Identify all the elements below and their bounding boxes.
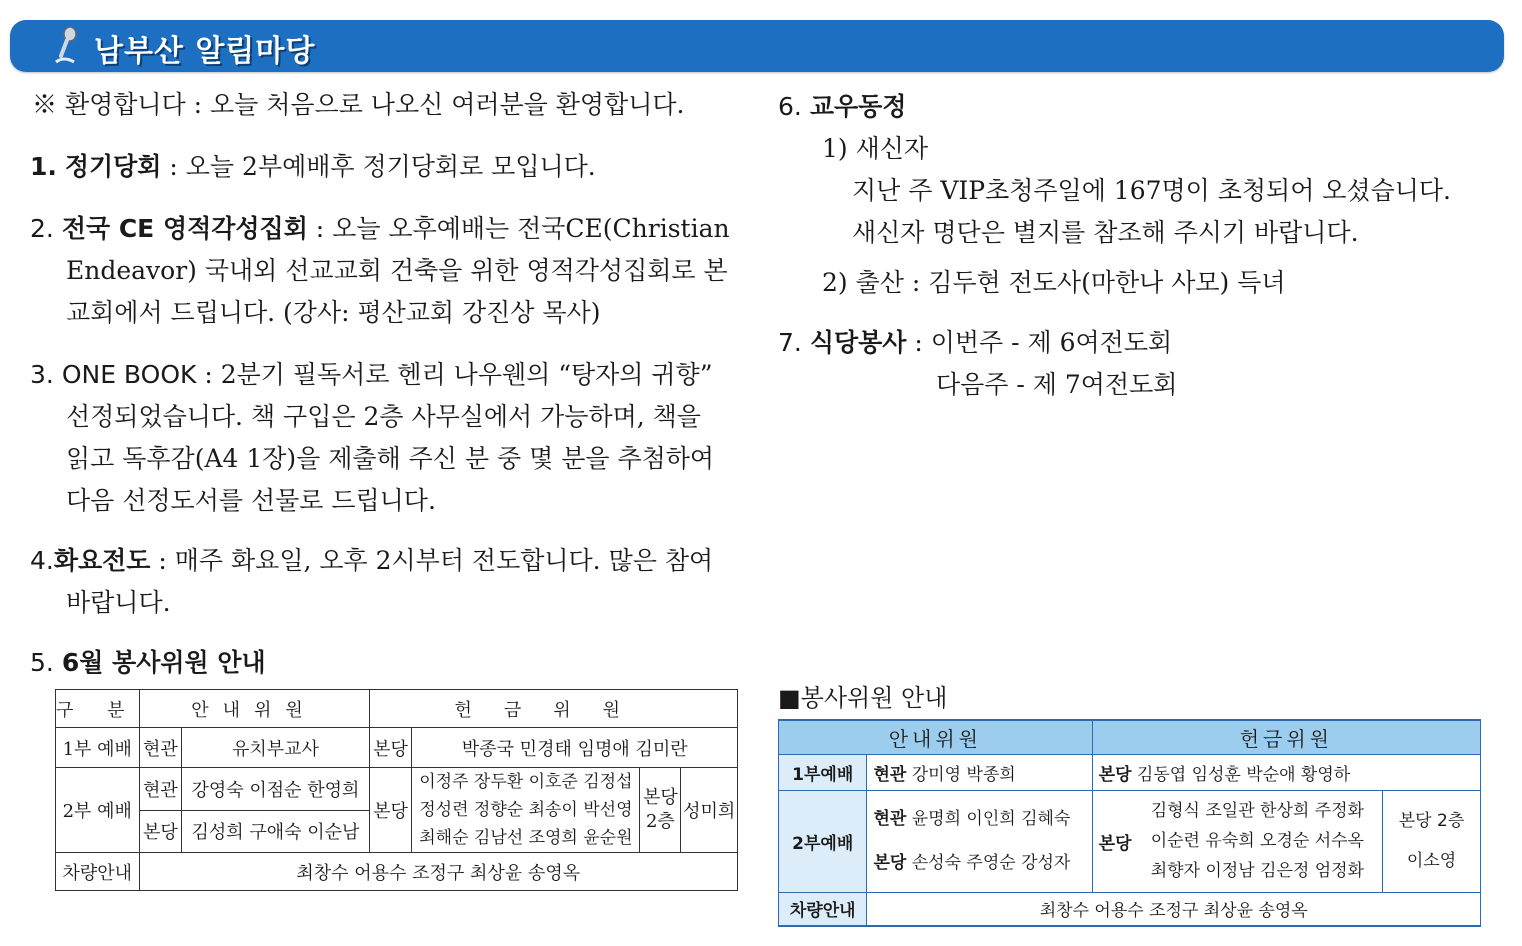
r-row2-label: 2부예배: [779, 790, 867, 892]
row2-label: 2부 예배: [56, 768, 140, 853]
row2-main: 본당: [139, 810, 182, 853]
item-7: 7. 식당봉사 : 이번주 - 제 6여전도회: [778, 328, 1173, 357]
row1-label: 1부 예배: [56, 728, 140, 768]
item-3-line3: 읽고 독후감(A4 1장)을 제출해 주신 분 중 몇 분을 추첨하여: [66, 444, 715, 473]
header-bar: [10, 20, 1504, 72]
row1-guide: 유치부교사: [182, 728, 369, 768]
row1-main: 본당: [369, 728, 412, 768]
r-row2-floor2: 본당 2층 이소영: [1383, 790, 1481, 892]
row2-off-main: 본당: [369, 768, 412, 853]
car-label: 차량안내: [56, 853, 140, 891]
item-1: 1. 정기당회 : 오늘 2부예배후 정기당회로 모입니다.: [30, 152, 596, 181]
r-header-guide: 안내위원: [779, 720, 1093, 754]
row2-offering: 이정주 장두환 이호준 김정섭 정성련 정향순 최송이 박선영 최해순 김남선 조영희 윤순원: [412, 768, 640, 853]
row2-hall-names: 강영숙 이점순 한영희: [182, 768, 369, 811]
r-row2-offering: 본당 김형식 조일관 한상희 주정화 이순련 유숙희 오경순 서수옥 최향자 이정남 김은정 엄정화: [1092, 790, 1382, 892]
microphone-icon: [50, 26, 84, 66]
r-car-names: 최창수 어용수 조정구 최상윤 송영옥: [867, 892, 1481, 926]
r-row1-offering: 본당 김동엽 임성훈 박순애 황영하: [1092, 754, 1480, 790]
r-row2-guide: 현관 윤명희 이인희 김혜숙 본당 손성숙 주영순 강성자: [867, 790, 1092, 892]
right-table-title: ■봉사위원 안내: [778, 684, 948, 712]
item-5: 5. 6월 봉사위원 안내: [30, 648, 266, 677]
item-6-sub1-line2: 새신자 명단은 별지를 참조해 주시기 바랍니다.: [852, 218, 1359, 247]
row2-floor2: 본당 2층: [640, 768, 681, 853]
item-4-line2: 바랍니다.: [66, 588, 171, 617]
header-category: 구 분: [56, 690, 140, 728]
item-3: 3. ONE BOOK : 2분기 필독서로 헨리 나우웬의 “탕자의 귀향”: [30, 360, 713, 389]
item-2-line2: Endeavor) 국내외 선교교회 건축을 위한 영적각성집회로 본: [66, 256, 728, 285]
r-row1-label: 1부예배: [779, 754, 867, 790]
item-2: 2. 전국 CE 영적각성집회 : 오늘 오후예배는 전국CE(Christian: [30, 214, 730, 243]
header-offering: 헌금위원: [369, 690, 737, 728]
r-row1-guide: 현관 강미영 박종희: [867, 754, 1092, 790]
item-2-line3: 교회에서 드립니다. (강사: 평산교회 강진상 목사): [66, 298, 601, 327]
volunteer-table-left: [55, 689, 738, 891]
car-names: 최창수 어용수 조정구 최상윤 송영옥: [139, 853, 738, 891]
row2-hall: 현관: [139, 768, 182, 811]
item-4: 4.화요전도 : 매주 화요일, 오후 2시부터 전도합니다. 많은 참여: [30, 546, 714, 575]
row1-hall: 현관: [139, 728, 182, 768]
item-7-line2: 다음주 - 제 7여전도회: [936, 370, 1178, 399]
row1-offering: 박종국 민경태 임명애 김미란: [412, 728, 738, 768]
header-guide: 안내위원: [139, 690, 369, 728]
item-6-sub1-line1: 지난 주 VIP초청주일에 167명이 초청되어 오셨습니다.: [852, 176, 1452, 205]
header-title: 남부산 알림마당: [94, 34, 316, 69]
item-6-sub1: 1) 새신자: [822, 134, 929, 163]
volunteer-table-right: [778, 719, 1481, 927]
item-3-line2: 선정되었습니다. 책 구입은 2층 사무실에서 가능하며, 책을: [66, 402, 701, 431]
item-6: 6. 교우동정: [778, 92, 907, 121]
welcome-text: ※ 환영합니다 : 오늘 처음으로 나오신 여러분을 환영합니다.: [32, 90, 685, 119]
r-header-offering: 헌금위원: [1092, 720, 1480, 754]
row2-floor2-name: 성미희: [681, 768, 738, 853]
item-3-line4: 다음 선정도서를 선물로 드립니다.: [66, 486, 436, 515]
r-car-label: 차량안내: [779, 892, 867, 926]
row2-main-names: 김성희 구애숙 이순남: [182, 810, 369, 853]
item-6-sub2: 2) 출산 : 김두현 전도사(마한나 사모) 득녀: [822, 268, 1286, 297]
